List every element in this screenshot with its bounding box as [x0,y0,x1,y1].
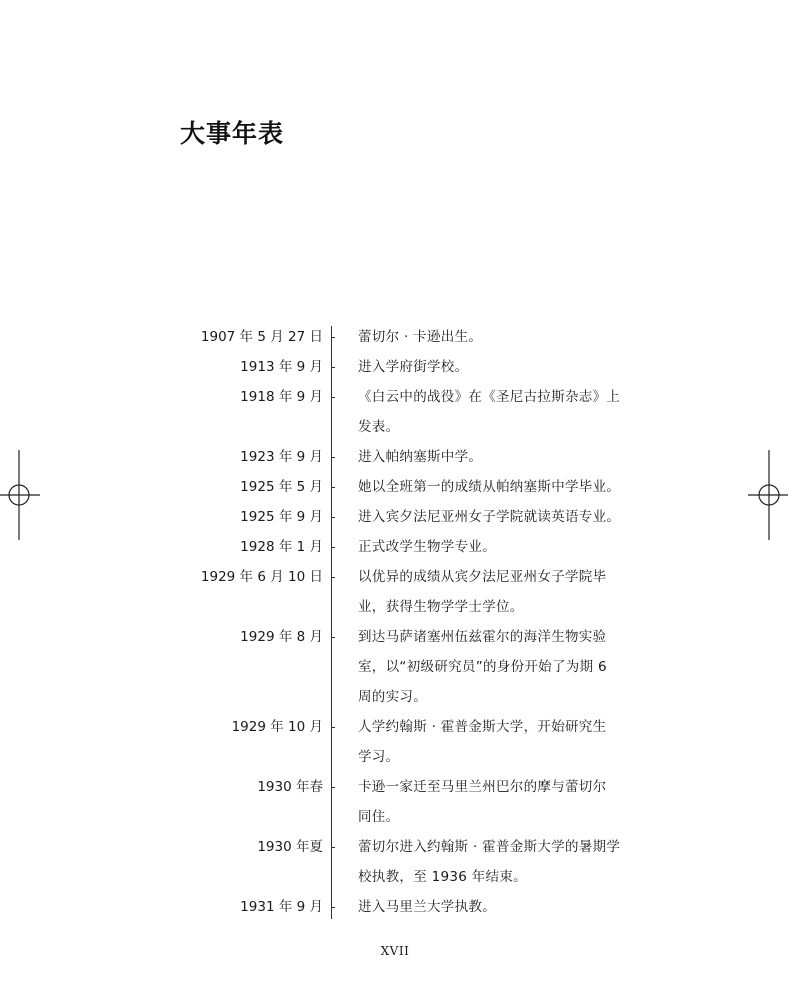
entry-date: 1930 年夏 [257,839,323,855]
timeline-entry [0,472,790,502]
entry-date: 1928 年 1 月 [240,539,323,555]
event-line: 进入帕纳塞斯中学。 [358,449,483,465]
event-line: 她以全班第一的成绩从帕纳塞斯中学毕业。 [358,479,621,495]
timeline-entry [0,322,790,352]
entry-event [358,622,650,712]
timeline-entry [0,382,790,442]
registration-mark-left-icon [0,450,40,540]
timeline-entry [0,442,790,472]
timeline-tick [331,727,335,728]
entry-event [358,532,650,562]
entry-event [358,472,650,502]
entry-date: 1931 年 9 月 [240,899,323,915]
entry-event [358,502,650,532]
event-line: 以优异的成绩从宾夕法尼亚州女子学院毕 [358,569,607,585]
entry-date: 1929 年 10 月 [231,719,323,735]
entry-event [358,352,650,382]
entry-date: 1925 年 5 月 [240,479,323,495]
timeline-entry [0,622,790,712]
entry-event [358,832,650,892]
timeline-entry [0,562,790,622]
timeline-tick [331,367,335,368]
event-line: 进入宾夕法尼亚州女子学院就读英语专业。 [358,509,621,525]
event-line: 《白云中的战役》在《圣尼古拉斯杂志》上 [358,389,621,405]
entry-event [358,892,650,922]
timeline-entry [0,712,790,772]
timeline-tick [331,637,335,638]
entry-date: 1930 年春 [257,779,323,795]
entry-event [358,712,650,772]
event-line: 正式改学生物学专业。 [358,539,496,555]
entry-date: 1918 年 9 月 [240,389,323,405]
timeline-tick [331,577,335,578]
timeline-entry [0,532,790,562]
entry-date: 1923 年 9 月 [240,449,323,465]
timeline-tick [331,397,335,398]
timeline-entry [0,772,790,832]
timeline-entry [0,502,790,532]
timeline-entry [0,352,790,382]
timeline-tick [331,487,335,488]
event-line: 学习。 [358,749,400,765]
entry-date: 1925 年 9 月 [240,509,323,525]
timeline-entry [0,892,790,922]
entry-event [358,382,650,442]
entry-date: 1929 年 6 月 10 日 [200,569,323,585]
entry-date: 1907 年 5 月 27 日 [200,329,323,345]
entry-date: 1913 年 9 月 [240,359,323,375]
event-line: 人学约翰斯 · 霍普金斯大学，开始研究生 [358,719,607,735]
event-line: 蕾切尔进入约翰斯 · 霍普金斯大学的暑期学 [358,839,621,855]
event-line: 到达马萨诸塞州伍兹霍尔的海洋生物实验 [358,629,607,645]
event-line: 进入马里兰大学执教。 [358,899,496,915]
event-line: 卡逊一家迁至马里兰州巴尔的摩与蕾切尔 [358,779,607,795]
registration-mark-right-icon [748,450,788,540]
event-line: 业，获得生物学学士学位。 [358,599,524,615]
event-line: 周的实习。 [358,689,427,705]
timeline-tick [331,547,335,548]
event-line: 同住。 [358,809,400,825]
entry-event [358,322,650,352]
page-title: 大事年表 [180,119,285,148]
event-line: 校执教，至 1936 年结束。 [358,869,527,885]
entry-event [358,562,650,622]
timeline-tick [331,847,335,848]
timeline-tick [331,907,335,908]
event-line: 蕾切尔 · 卡逊出生。 [358,329,483,345]
entry-event [358,442,650,472]
timeline-tick [331,337,335,338]
entry-date: 1929 年 8 月 [240,629,323,645]
timeline-tick [331,457,335,458]
timeline-tick [331,517,335,518]
timeline-tick [331,787,335,788]
entry-event [358,772,650,832]
timeline-entry [0,832,790,892]
event-line: 发表。 [358,419,400,435]
event-line: 进入学府街学校。 [358,359,469,375]
timeline [0,322,790,922]
event-line: 室，以“初级研究员”的身份开始了为期 6 [358,659,607,675]
page-number: XVII [380,944,410,958]
